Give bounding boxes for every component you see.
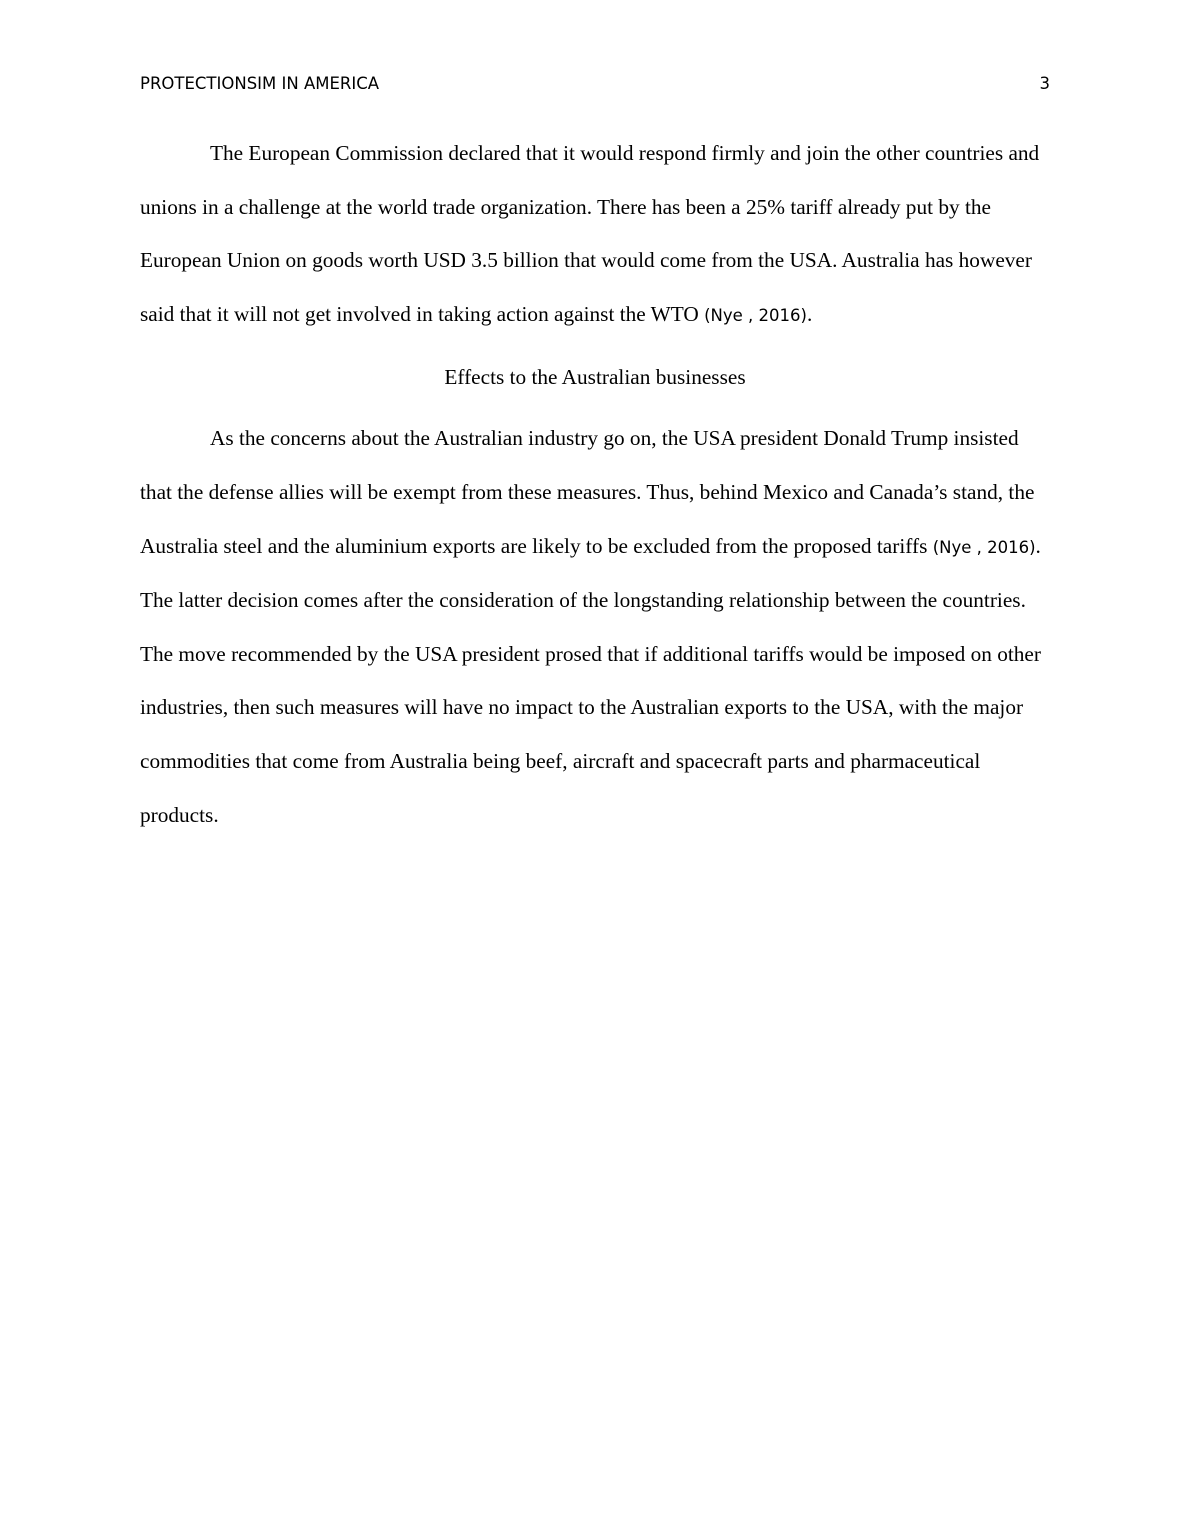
paragraph-text-before-citation: As the concerns about the Australian industry go on, the USA president Donald Trump insisted that the defense allies will be exempt from these measures. Thus, behind Mexico and Canada’s stand, the Australia steel and the aluminium exports are likely to be excluded from the proposed tariffs <box>140 426 1035 558</box>
paragraph-australian-industry <box>140 412 1050 842</box>
citation: (Nye , 2016) <box>704 305 807 325</box>
running-head-title: PROTECTIONSIM IN AMERICA <box>140 74 380 93</box>
section-heading: Effects to the Australian businesses <box>444 365 746 390</box>
paragraph-ending: . <box>806 301 813 326</box>
paragraph-european-commission <box>140 127 1050 342</box>
running-head <box>140 72 1050 96</box>
page-number: 3 <box>1039 74 1050 93</box>
document-body <box>140 127 1050 842</box>
citation: (Nye , 2016) <box>932 537 1036 557</box>
paragraph-text-after-citation: . The latter decision comes after the consideration of the longstanding relationship between the countries. The move recommended by the USA president prosed that if additional tariffs would be imposed on other industries, then such measures will have no impact to the Australian exports to the USA, with the major commodities that come from Australia being beef, aircraft and spacecraft parts and pharmaceutical products. <box>140 533 1041 827</box>
paragraph-text: The European Commission declared that it would respond firmly and join the other countries and unions in a challenge at the world trade organization. There has been a 25% tariff already put by the European Union on goods worth USD 3.5 billion that would come from the USA. Australia has however said that it will not get involved in taking action against the WTO <box>140 141 1040 326</box>
